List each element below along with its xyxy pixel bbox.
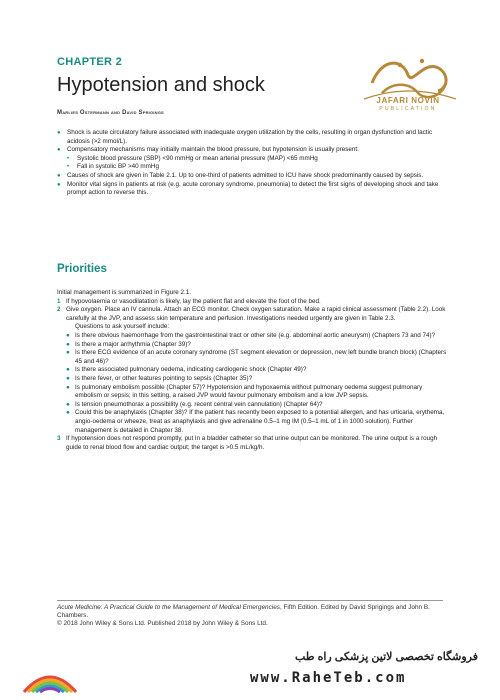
summary-item [57, 155, 447, 164]
step-3 [57, 435, 447, 452]
bullet-icon: • [67, 155, 70, 162]
book-edition: , Fifth Edition. Edited by David Sprigings and John B. Chambers. [57, 604, 430, 619]
summary-text: Fall in systolic BP >40 mmHg [77, 163, 159, 171]
bullet-icon: ● [57, 172, 61, 179]
bullet-icon: ● [57, 181, 61, 188]
footer-divider [57, 600, 443, 601]
bullet-icon: ● [66, 374, 70, 382]
books-icon [20, 652, 80, 696]
question-text: Could this be anaphylaxis (Chapter 38)? If the patient has recently been exposed to a potential allergen, and has urticaria, erythema, angio-oedema or wheeze, treat as anaphylaxis and give adrenaline 0.5–1 mg IM (0.5–1 mL of 1 in 1000 solution). Further management is detailed in Chapter 38. [75, 409, 445, 434]
questions-intro: Questions to ask yourself include: [75, 323, 170, 331]
chapter-title: Hypotension and shock [57, 74, 265, 96]
summary-text: Shock is acute circulatory failure associated with inadequate oxygen utilization by the cells, resulting in organ dysfunction and lactic acidosis (>2 mmol/L). [67, 129, 433, 145]
summary-text: Causes of shock are given in Table 2.1. Up to one-third of patients admitted to ICU have shock predominantly caused by sepsis. [67, 171, 424, 179]
bullet-icon: ● [66, 383, 70, 391]
footer [57, 604, 447, 628]
summary-item [57, 181, 447, 198]
bullet-icon: ● [66, 366, 70, 374]
summary-text: Compensatory mechanisms may initially maintain the blood pressure, but hypotension is usually present: [67, 146, 359, 154]
step-number: 1 [57, 297, 61, 305]
copyright: © 2018 John Wiley & Sons Ltd. Published 2018 by John Wiley & Sons Ltd. [57, 620, 268, 627]
summary-text: Monitor vital signs in patients at risk (e.g. acute coronary syndrome, pneumonia) to detect the first signs of developing shock and take prompt action to reverse this. [67, 180, 439, 197]
question-item [57, 349, 447, 366]
bullet-icon: ● [57, 130, 61, 136]
question-item [57, 366, 447, 375]
question-item [57, 375, 447, 384]
summary-box [57, 129, 447, 198]
store-url[interactable]: www.RaheTeb.com [250, 670, 407, 686]
priorities-intro: Initial management is summarized in Figure 2.1. [57, 289, 192, 296]
bullet-icon: ● [66, 409, 70, 417]
logo-name: JAFARI NOVIN [376, 96, 440, 105]
question-item [57, 384, 447, 401]
question-text: Is there associated pulmonary oedema, indicating cardiogenic shock (Chapter 49)? [75, 366, 307, 374]
step-text: If hypotension does not respond promptly, put in a bladder catheter so that urine output can be monitored. The urine output is a rough guide to renal blood flow and cardiac output; the target is >0.5 mL/kg/h. [66, 435, 438, 451]
step-2 [57, 306, 447, 323]
book-citation: Acute Medicine: A Practical Guide to the Management of Medical Emergencies [57, 604, 280, 611]
chapter-label: CHAPTER 2 [57, 56, 123, 68]
bullet-icon: ● [66, 400, 70, 408]
summary-text: Systolic blood pressure (SBP) <90 mmHg or mean arterial pressure (MAP) <65 mmHg [77, 154, 318, 162]
summary-list [57, 129, 447, 198]
priorities-body [57, 289, 447, 452]
question-list [57, 332, 447, 435]
question-text: Is there a major arrhythmia (Chapter 39)? [75, 340, 191, 348]
step-text: If hypovolaemia or vasodilatation is likely, lay the patient flat and elevate the foot of the bed. [66, 297, 321, 305]
step-text: Give oxygen. Place an IV cannula. Attach an ECG monitor. Check oxygen saturation. Make a rapid clinical assessment (Table 2.2). Look carefully at the JVP, and assess skin temperature and perfusion. Investigations needed urgently are given in Table 2.3. [66, 306, 446, 322]
summary-item [57, 146, 447, 155]
bullet-icon: ● [66, 349, 70, 357]
question-item [57, 409, 447, 435]
bullet-icon: ● [57, 147, 61, 154]
chapter-authors: Marlies Ostermann and David Sprigings [57, 110, 164, 116]
store-name: فروشگاه تخصصی لاتین پزشکی راه طب [294, 651, 478, 663]
question-item [57, 332, 447, 341]
step-number: 2 [57, 306, 61, 314]
summary-item [57, 129, 447, 146]
step-number: 3 [57, 435, 61, 443]
question-item [57, 401, 447, 410]
section-title-priorities: Priorities [57, 263, 107, 275]
question-text: Is there ECG evidence of an acute coronary syndrome (ST segment elevation or depression, new left bundle branch block) (Chapters 45 and 46)? [75, 349, 447, 365]
bullet-icon: • [67, 164, 70, 171]
question-text: Is there obvious haemorrhage from the gastrointestinal tract or other site (e.g. abdominal aortic aneurysm) (Chapters 73 and 74)? [75, 331, 436, 339]
question-text: Is tension pneumothorax a possibility (e.g. recent central vein cannulation) (Chapter 64)? [75, 400, 323, 408]
question-text: Is there fever, or other features pointing to sepsis (Chapter 35)? [75, 374, 253, 382]
bullet-icon: ● [66, 331, 70, 339]
bullet-icon: ● [66, 340, 70, 348]
question-item [57, 341, 447, 350]
summary-item [57, 163, 447, 172]
summary-item [57, 172, 447, 181]
step-1 [57, 298, 447, 307]
logo-subtitle: PUBLICATION [379, 106, 437, 112]
question-text: Is pulmonary embolism possible (Chapter 57)? Hypotension and hypoxaemia without pulmonary oedema suggest pulmonary embolism or sepsis; in this setting, a raised JVP would favour pulmonary embolism and a low JVP sepsis. [75, 383, 423, 400]
